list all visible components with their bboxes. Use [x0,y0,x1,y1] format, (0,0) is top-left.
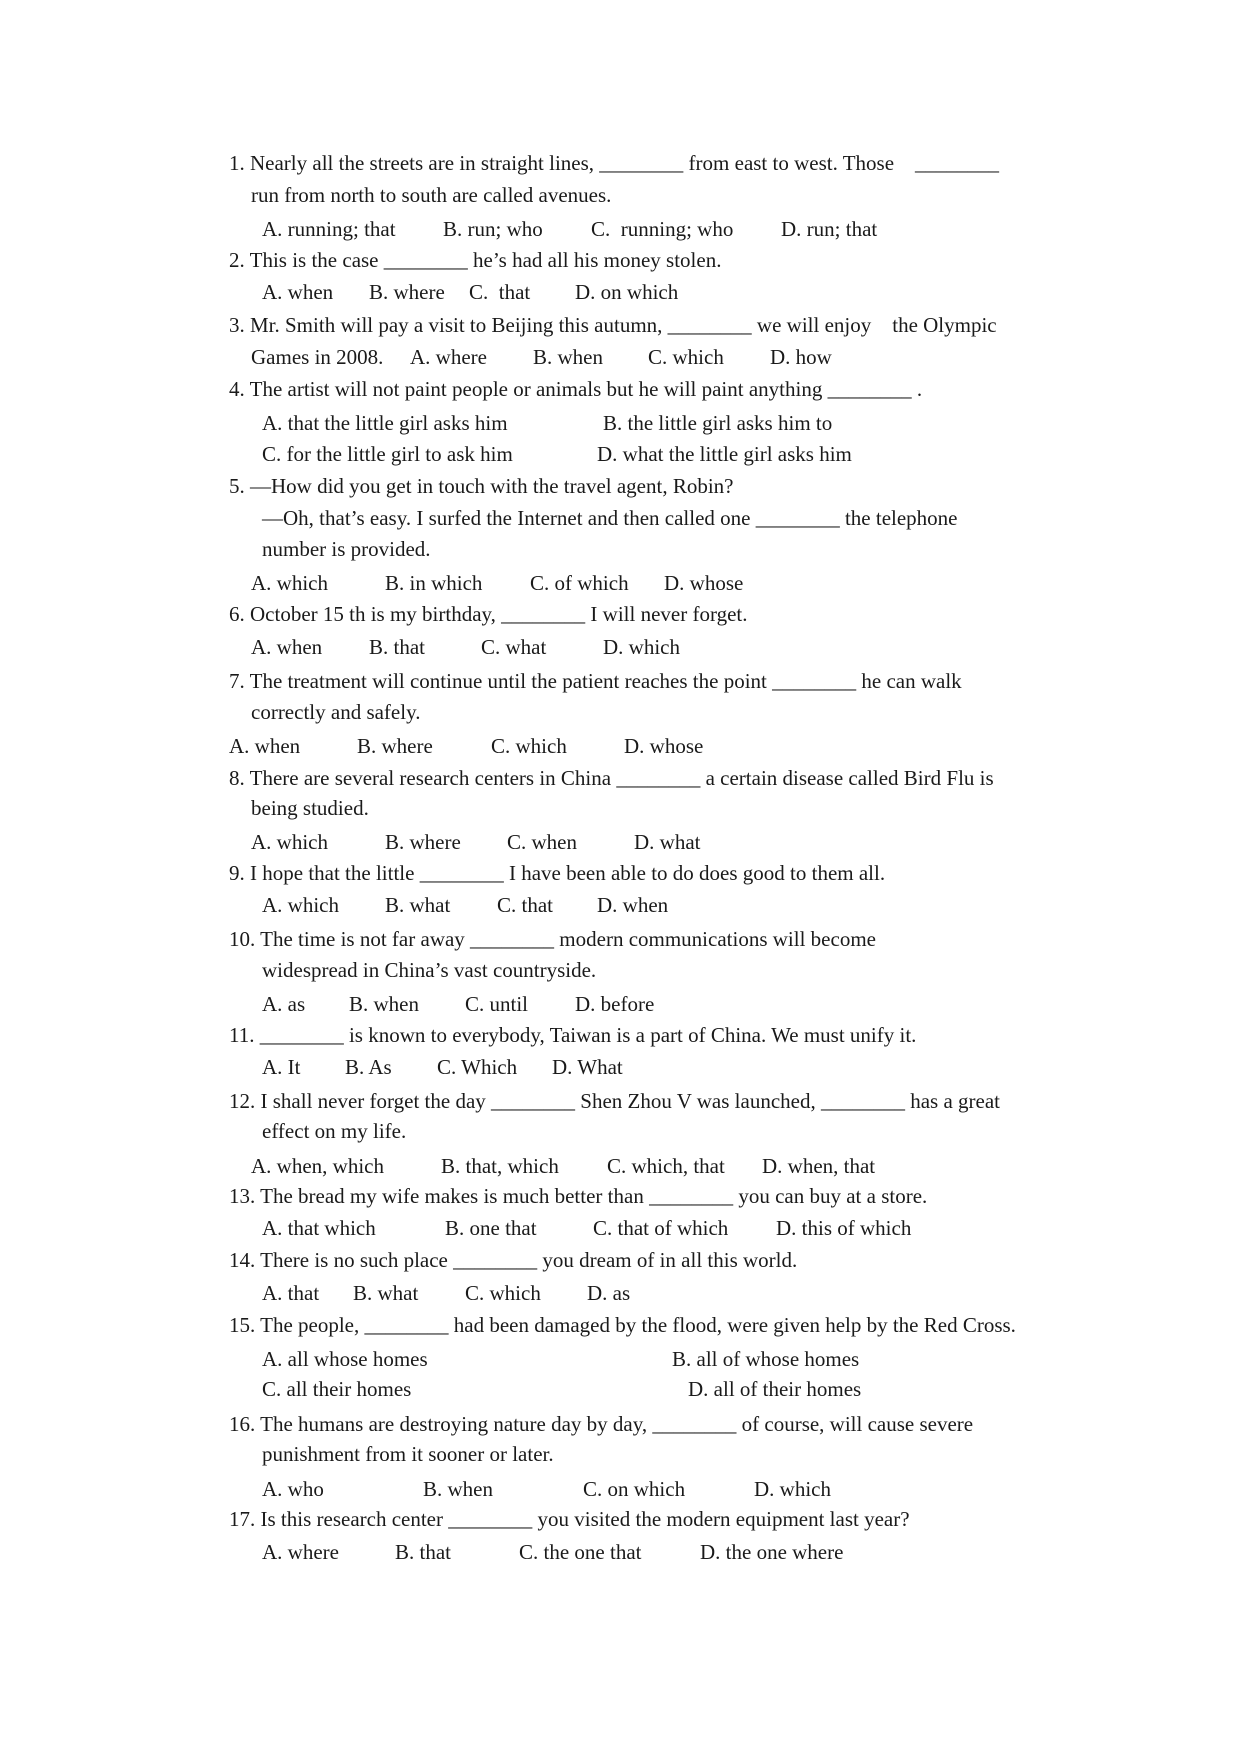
question-4-line-1: 4. The artist will not paint people or animals but he will paint anything ________ . [229,377,923,401]
question-16-line-2: punishment from it sooner or later. [262,1442,554,1466]
question-10-option-d: D. before [575,992,655,1016]
question-5-option-d: D. whose [664,571,744,595]
question-2-option-a: A. when [262,280,334,304]
question-10-option-c: C. until [465,992,529,1016]
question-8-option-b: B. where [385,830,461,854]
question-1-option-b: B. run; who [443,217,543,241]
question-12-line-2: effect on my life. [262,1119,407,1143]
question-3-line-1: 3. Mr. Smith will pay a visit to Beijing this autumn, ________ we will enjoy the Olympic [229,313,997,337]
question-1-line-1: 1. Nearly all the streets are in straight lines, ________ from east to west. Those ________ [229,151,1000,175]
question-5-option-a: A. which [251,571,328,595]
question-7-line-1: 7. The treatment will continue until the patient reaches the point ________ he can walk [229,669,962,693]
question-11-option-a: A. It [262,1055,301,1079]
question-15-option-a: A. all whose homes [262,1347,428,1371]
question-8-line-2: being studied. [251,796,369,820]
question-12-line-1: 12. I shall never forget the day ________ Shen Zhou V was launched, ________ has a great [229,1089,1001,1113]
question-14-line-1: 14. There is no such place ________ you dream of in all this world. [229,1248,798,1272]
question-1-option-c: C. running; who [591,217,734,241]
question-5-line-2: —Oh, that’s easy. I surfed the Internet and then called one ________ the telephone [262,506,958,530]
question-13-option-a: A. that which [262,1216,376,1240]
question-2-option-d: D. on which [575,280,679,304]
question-5-line-3: number is provided. [262,537,431,561]
question-7-option-a: A. when [229,734,301,758]
question-6-option-a: A. when [251,635,323,659]
question-6-line-1: 6. October 15 th is my birthday, ________ I will never forget. [229,602,748,626]
question-17-option-a: A. where [262,1540,339,1564]
question-10-option-b: B. when [349,992,419,1016]
question-12-option-b: B. that, which [441,1154,559,1178]
question-9-option-d: D. when [597,893,669,917]
question-7-line-2: correctly and safely. [251,700,421,724]
question-16-option-b: B. when [423,1477,493,1501]
question-2-line-1: 2. This is the case ________ he’s had all his money stolen. [229,248,722,272]
question-3-option-a: A. where [410,345,487,369]
question-13-option-c: C. that of which [593,1216,729,1240]
question-7-option-b: B. where [357,734,433,758]
question-15-option-b: B. all of whose homes [672,1347,860,1371]
question-3-line-2: Games in 2008. [251,345,384,369]
question-14-option-b: B. what [353,1281,419,1305]
question-2-option-b: B. where [369,280,445,304]
question-13-option-b: B. one that [445,1216,537,1240]
question-4-option-c: C. for the little girl to ask him [262,442,513,466]
question-15-option-d: D. all of their homes [688,1377,862,1401]
question-15-option-c: C. all their homes [262,1377,412,1401]
question-8-line-1: 8. There are several research centers in China ________ a certain disease called Bird Flu is [229,766,994,790]
question-6-option-d: D. which [603,635,680,659]
question-11-option-c: C. Which [437,1055,518,1079]
question-9-line-1: 9. I hope that the little ________ I have been able to do does good to them all. [229,861,886,885]
question-12-option-c: C. which, that [607,1154,725,1178]
question-13-line-1: 13. The bread my wife makes is much better than ________ you can buy at a store. [229,1184,928,1208]
question-16-option-c: C. on which [583,1477,686,1501]
question-17-line-1: 17. Is this research center ________ you visited the modern equipment last year? [229,1507,910,1531]
question-5-line-1: 5. —How did you get in touch with the travel agent, Robin? [229,474,734,498]
question-16-option-a: A. who [262,1477,324,1501]
question-9-option-a: A. which [262,893,339,917]
question-3-option-d: D. how [770,345,832,369]
question-4-option-b: B. the little girl asks him to [603,411,833,435]
question-5-option-b: B. in which [385,571,483,595]
question-6-option-c: C. what [481,635,547,659]
question-1-option-a: A. running; that [262,217,396,241]
question-14-option-c: C. which [465,1281,541,1305]
question-3-option-c: C. which [648,345,724,369]
question-13-option-d: D. this of which [776,1216,912,1240]
question-17-option-c: C. the one that [519,1540,642,1564]
question-5-option-c: C. of which [530,571,629,595]
question-12-option-a: A. when, which [251,1154,384,1178]
question-11-option-d: D. What [552,1055,623,1079]
question-1-line-2: run from north to south are called avenues. [251,183,612,207]
question-2-option-c: C. that [469,280,531,304]
question-9-option-b: B. what [385,893,451,917]
question-9-option-c: C. that [497,893,553,917]
question-17-option-d: D. the one where [700,1540,844,1564]
question-8-option-c: C. when [507,830,577,854]
question-3-option-b: B. when [533,345,603,369]
question-1-option-d: D. run; that [781,217,878,241]
question-10-option-a: A. as [262,992,306,1016]
question-14-option-a: A. that [262,1281,320,1305]
question-10-line-1: 10. The time is not far away ________ modern communications will become [229,927,876,951]
question-7-option-d: D. whose [624,734,704,758]
question-17-option-b: B. that [395,1540,451,1564]
question-14-option-d: D. as [587,1281,631,1305]
question-8-option-a: A. which [251,830,328,854]
question-8-option-d: D. what [634,830,701,854]
question-16-line-1: 16. The humans are destroying nature day by day, ________ of course, will cause severe [229,1412,974,1436]
question-11-line-1: 11. ________ is known to everybody, Taiwan is a part of China. We must unify it. [229,1023,917,1047]
question-11-option-b: B. As [345,1055,392,1079]
question-6-option-b: B. that [369,635,425,659]
question-7-option-c: C. which [491,734,567,758]
question-12-option-d: D. when, that [762,1154,876,1178]
question-15-line-1: 15. The people, ________ had been damaged by the flood, were given help by the Red Cross. [229,1313,1016,1337]
question-16-option-d: D. which [754,1477,831,1501]
question-10-line-2: widespread in China’s vast countryside. [262,958,597,982]
question-4-option-a: A. that the little girl asks him [262,411,508,435]
question-4-option-d: D. what the little girl asks him [597,442,852,466]
